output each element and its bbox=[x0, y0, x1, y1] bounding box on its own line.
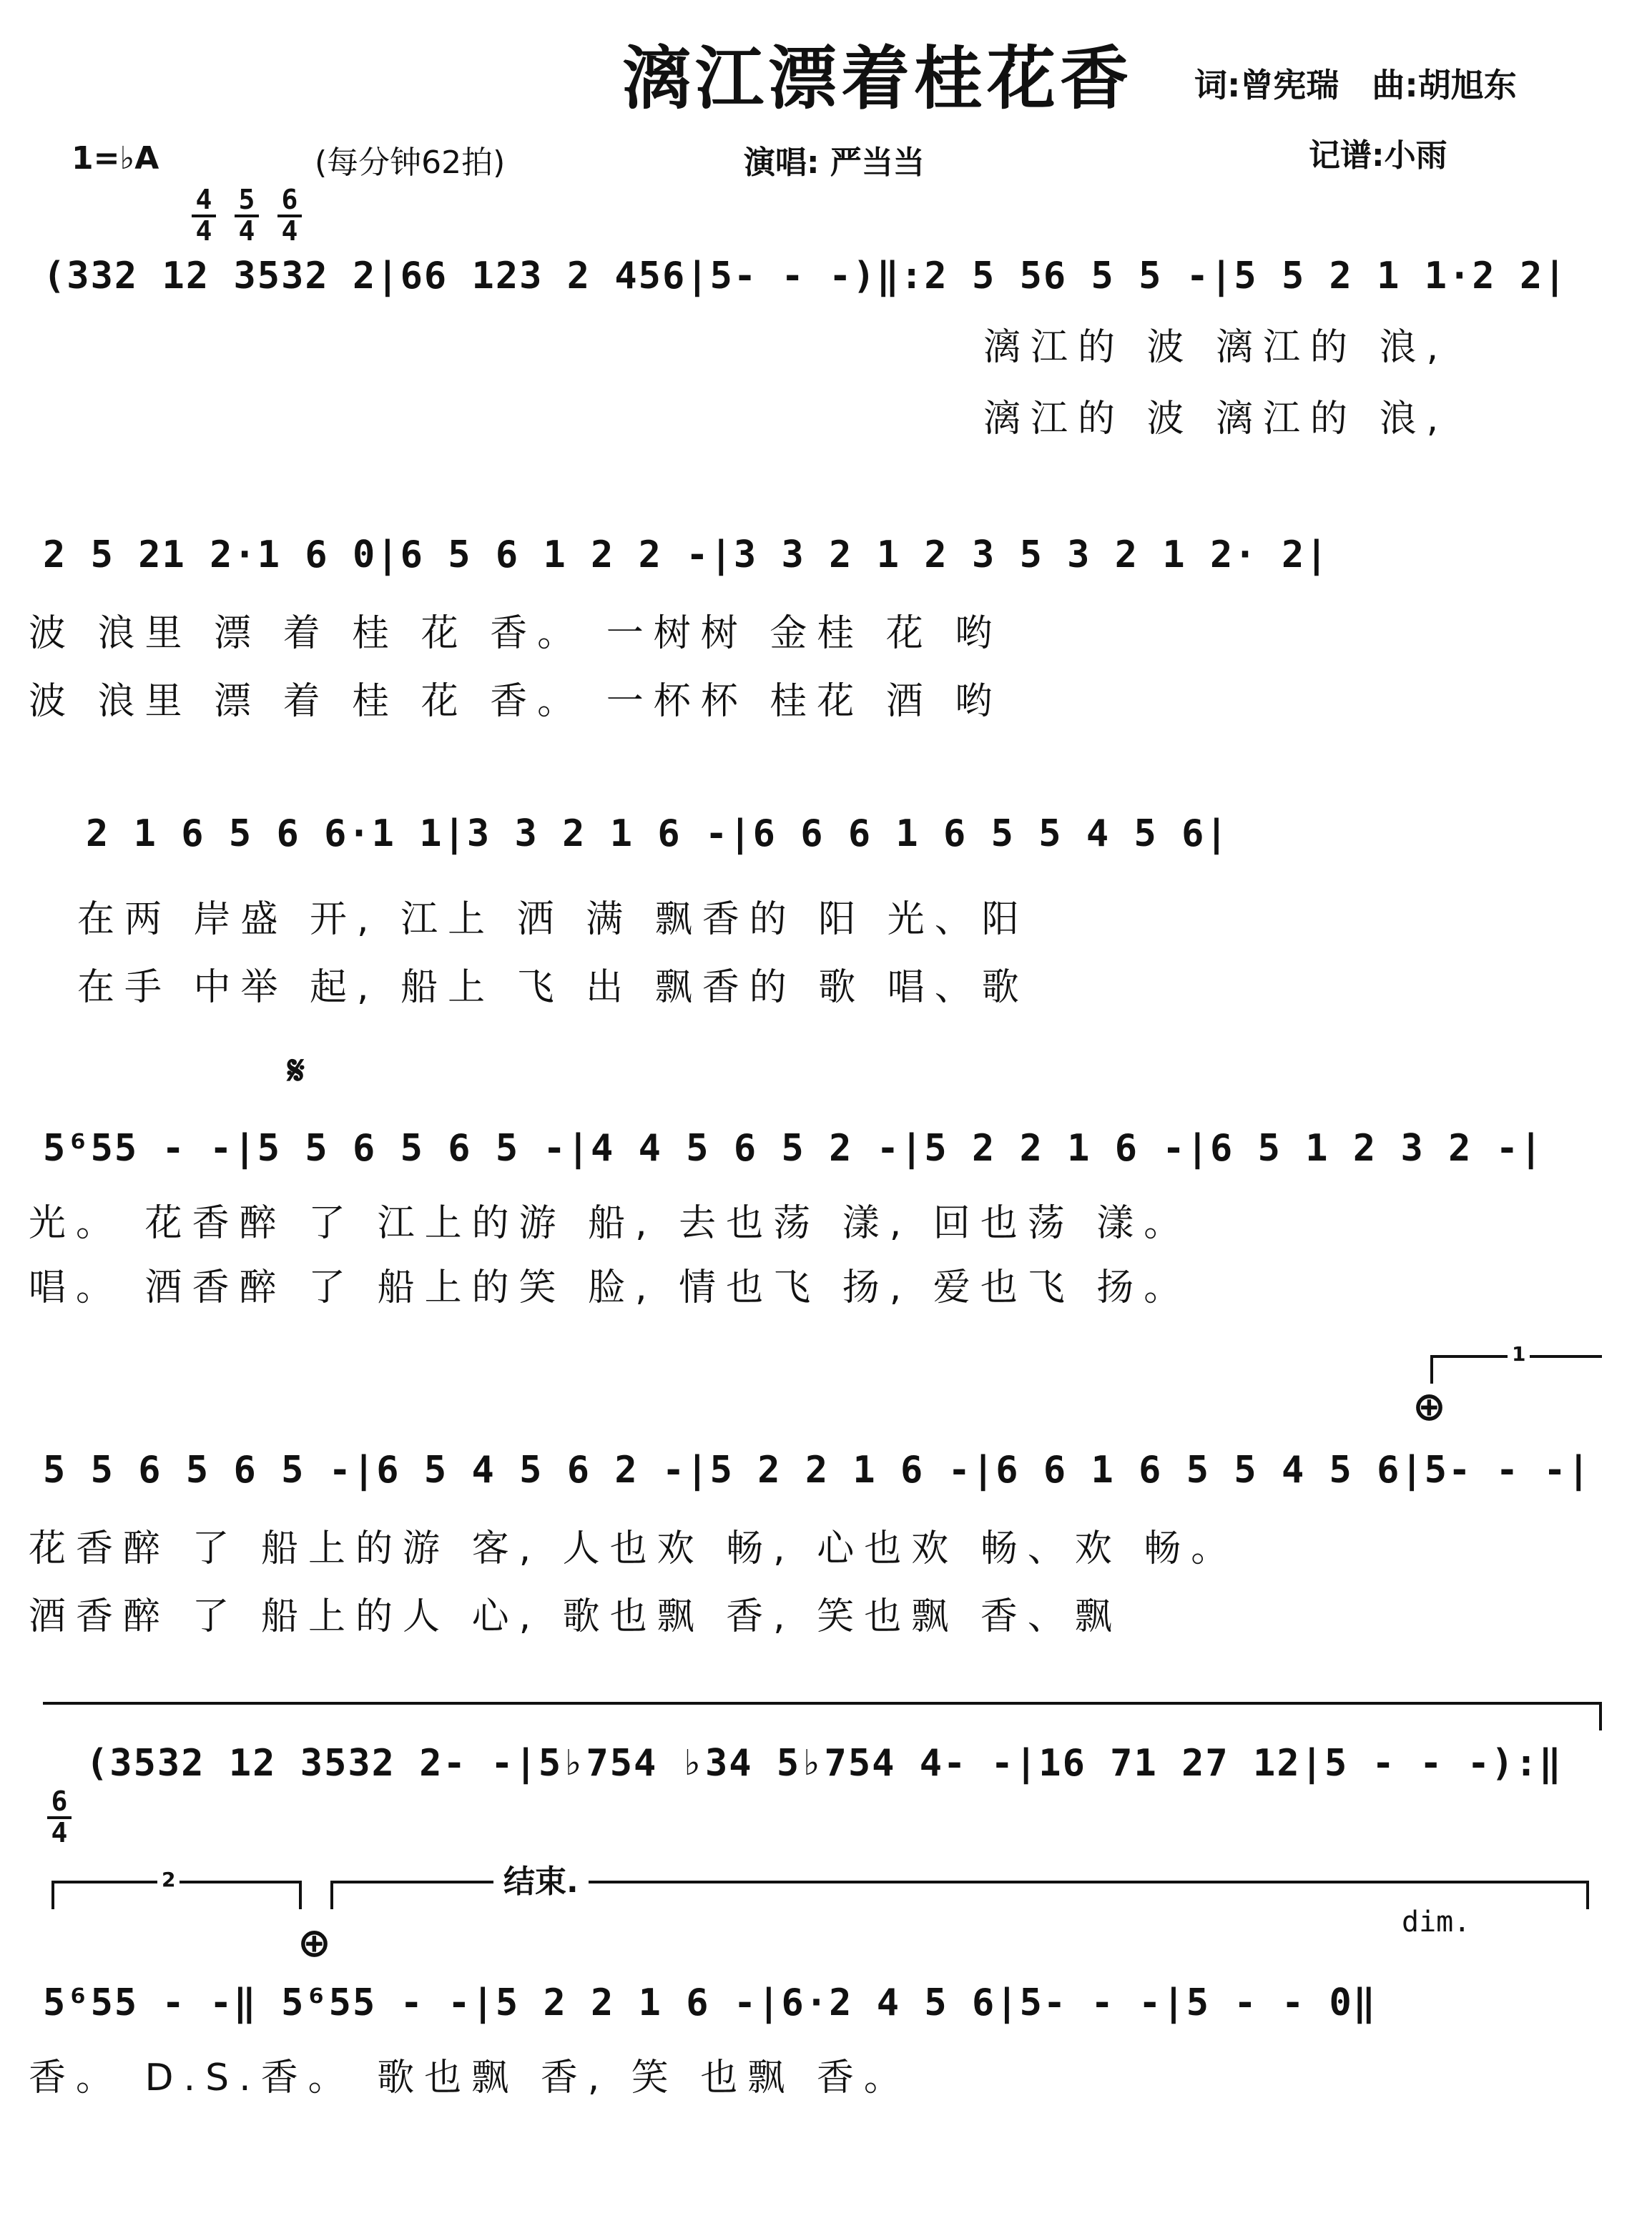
ending-2-number: 2 bbox=[157, 1870, 180, 1890]
transcriber: 记谱:小雨 bbox=[1309, 137, 1447, 174]
end-label: 结束. bbox=[493, 1866, 589, 1898]
interlude-bracket bbox=[43, 1702, 1602, 1705]
ending-2-bracket-left-hook bbox=[51, 1881, 54, 1909]
dim-marking: dim. bbox=[1402, 1906, 1471, 1939]
ending-1-bracket-hook bbox=[1430, 1355, 1433, 1384]
notation-row-2: 2 5 21 2·1 6 0|6 5 6 1 2 2 -|3 3 2 1 2 3 5 3 2 1 2· 2| bbox=[43, 533, 1329, 576]
notation-row-1: (332 12 3532 2|66 123 2 456|5- - -)‖:2 5 56 5 5 -|5 5 2 1 1·2 2| bbox=[43, 255, 1568, 297]
notation-row-4: 5⁶55 - -|5 5 6 5 6 5 -|4 4 5 6 5 2 -|5 2 2 1 6 -|6 5 1 2 3 2 -| bbox=[43, 1127, 1544, 1170]
meter-6-4-interlude: 6 4 bbox=[43, 1730, 76, 1876]
lyric-row-4-verse-2: 唱。 酒香醉 了 船上的笑 脸, 情也飞 扬, 爱也飞 扬。 bbox=[29, 1266, 1191, 1309]
meter-6-4: 6 4 bbox=[273, 129, 306, 274]
end-bracket-right-hook bbox=[1586, 1881, 1589, 1909]
lyric-row-5-verse-2: 酒香醉 了 船上的人 心, 歌也飘 香, 笑也飘 香、飘 bbox=[29, 1595, 1122, 1638]
lyric-row-3-verse-1: 在两 岸盛 开, 江上 洒 满 飘香的 阳 光、阳 bbox=[77, 898, 1029, 941]
lyric-row-4-verse-1: 光。 花香醉 了 江上的游 船, 去也荡 漾, 回也荡 漾。 bbox=[29, 1202, 1191, 1245]
song-title: 漓江漂着桂花香 bbox=[622, 38, 1133, 119]
segno-mark: 𝄋 bbox=[287, 1048, 305, 1094]
lyric-row-1-verse-2: 漓江的 波 漓江的 浪, bbox=[983, 398, 1449, 440]
notation-row-6: (3532 12 3532 2- -|5♭754 ♭34 5♭754 4- -|16 71 27 12|5 - - -):‖ bbox=[86, 1742, 1563, 1785]
notation-row-7: 5⁶55 - -‖ 5⁶55 - -|5 2 2 1 6 -|6·2 4 5 6|5- - -|5 - - 0‖ bbox=[43, 1981, 1377, 2024]
interlude-bracket-hook bbox=[1599, 1702, 1602, 1730]
notation-row-3: 2 1 6 5 6 6·1 1|3 3 2 1 6 -|6 6 6 1 6 5 5 4 5 6| bbox=[86, 812, 1229, 855]
lyric-row-2-verse-1: 波 浪里 漂 着 桂 花 香。 一树树 金桂 花 哟 bbox=[29, 612, 1003, 655]
ending-1-number: 1 bbox=[1508, 1344, 1530, 1364]
meter-4-4: 4 4 bbox=[187, 129, 220, 274]
coda-mark-2: ⊕ bbox=[298, 1920, 331, 1966]
lyric-row-1-verse-1: 漓江的 波 漓江的 浪, bbox=[983, 326, 1449, 369]
lyric-row-5-verse-1: 花香醉 了 船上的游 客, 人也欢 畅, 心也欢 畅、欢 畅。 bbox=[29, 1527, 1239, 1570]
credits: 词:曾宪瑞 曲:胡旭东 bbox=[1194, 66, 1517, 104]
key-signature: 1=♭A bbox=[72, 140, 159, 177]
meter-5-4: 5 4 bbox=[230, 129, 263, 274]
lyric-row-3-verse-2: 在手 中举 起, 船上 飞 出 飘香的 歌 唱、歌 bbox=[77, 966, 1029, 1009]
ending-2-bracket-right-hook bbox=[299, 1881, 302, 1909]
coda-mark-1: ⊕ bbox=[1412, 1384, 1446, 1430]
end-bracket-left-hook bbox=[330, 1881, 333, 1909]
tempo: (每分钟62拍) bbox=[315, 144, 506, 181]
notation-row-5: 5 5 6 5 6 5 -|6 5 4 5 6 2 -|5 2 2 1 6 -|6 6 1 6 5 5 4 5 6|5- - -| bbox=[43, 1449, 1591, 1492]
singer: 演唱: 严当当 bbox=[744, 144, 925, 181]
lyric-row-2-verse-2: 波 浪里 漂 着 桂 花 香。 一杯杯 桂花 酒 哟 bbox=[29, 680, 1003, 723]
lyric-row-7: 香。 D.S.香。 歌也飘 香, 笑 也飘 香。 bbox=[29, 2057, 911, 2099]
